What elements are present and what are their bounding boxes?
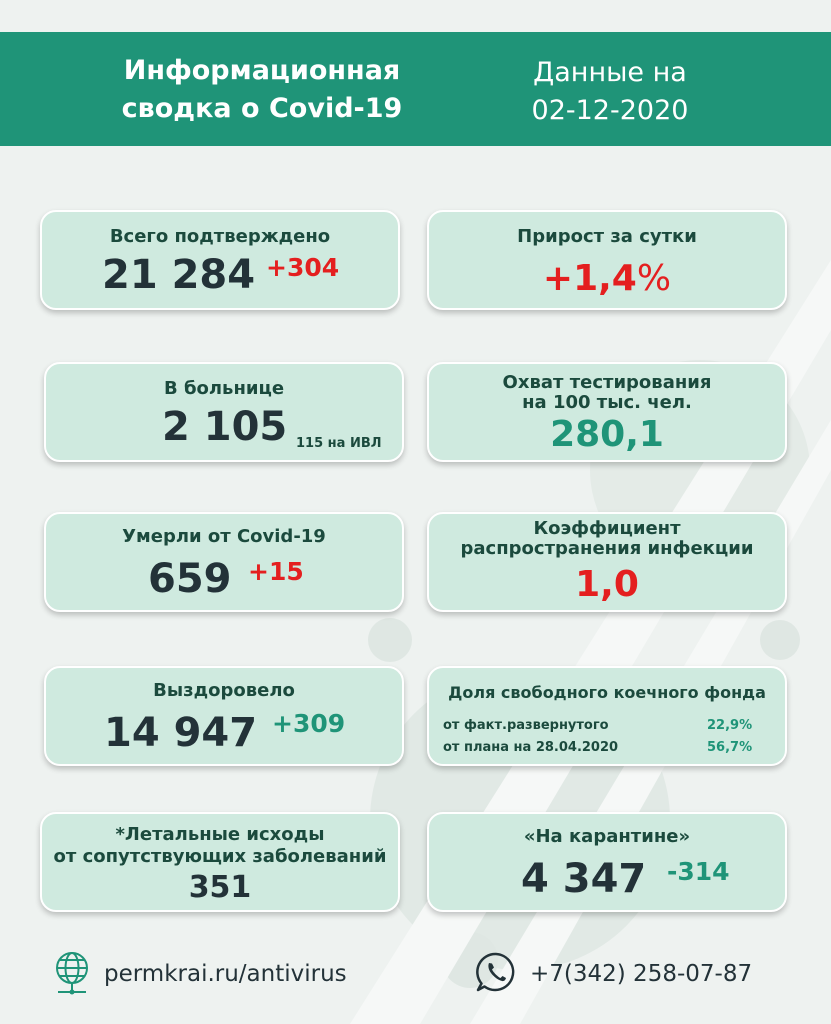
beds-row-label: от плана на 28.04.2020 xyxy=(443,740,619,755)
card-deaths xyxy=(44,512,404,612)
card-confirmed xyxy=(40,210,400,310)
card-testing xyxy=(427,362,787,462)
rt-label-line-1: Коэффициент xyxy=(533,518,681,539)
deaths-value: 659 xyxy=(148,556,232,602)
deaths-delta: +15 xyxy=(248,557,304,586)
testing-value: 280,1 xyxy=(550,414,664,455)
card-comorbid-deaths xyxy=(40,812,400,912)
phone-number[interactable]: +7(342) 258-07-87 xyxy=(530,961,753,987)
hospital-value: 2 105 xyxy=(162,404,288,450)
beds-label: Доля свободного коечного фонда xyxy=(448,683,766,702)
rt-value: 1,0 xyxy=(575,564,639,605)
growth-percent-sign: % xyxy=(636,258,672,299)
testing-label-line-1: Охват тестирования xyxy=(502,372,712,393)
card-quarantine xyxy=(427,812,787,912)
growth-value: +1,4 xyxy=(542,258,637,299)
testing-label-line-2: на 100 тыс. чел. xyxy=(522,392,692,413)
virus-shape xyxy=(760,620,800,660)
comorbid-label-line-1: *Летальные исходы xyxy=(115,824,325,845)
quarantine-delta: -314 xyxy=(667,857,730,886)
whatsapp-icon xyxy=(474,950,518,994)
title-line-1: Информационная xyxy=(123,55,401,86)
report-date xyxy=(480,54,740,130)
beds-row-value: 22,9% xyxy=(707,718,753,733)
beds-row-label: от факт.развернутого xyxy=(443,718,609,733)
card-free-beds xyxy=(427,666,787,766)
recovered-label: Выздоровело xyxy=(153,680,295,701)
card-hospital xyxy=(44,362,404,462)
growth-label: Прирост за сутки xyxy=(517,226,697,247)
virus-shape xyxy=(368,618,412,662)
growth-value-wrap xyxy=(429,258,785,300)
recovered-delta: +309 xyxy=(272,709,346,738)
confirmed-value: 21 284 xyxy=(102,252,256,298)
globe-icon xyxy=(52,948,92,996)
recovered-value: 14 947 xyxy=(104,710,258,756)
comorbid-label-line-2: от сопутствующих заболеваний xyxy=(53,846,387,867)
rt-label-line-2: распространения инфекции xyxy=(460,538,754,559)
hospital-ventilator-note: 115 на ИВЛ xyxy=(296,436,382,451)
page-title xyxy=(62,52,462,128)
hospital-label: В больнице xyxy=(163,378,285,399)
confirmed-delta: +304 xyxy=(266,253,340,282)
quarantine-value: 4 347 xyxy=(521,856,647,902)
deaths-label: Умерли от Covid-19 xyxy=(122,526,326,547)
title-line-2: сводка о Covid-19 xyxy=(121,93,403,124)
comorbid-value: 351 xyxy=(188,870,252,905)
website-link[interactable]: permkrai.ru/antivirus xyxy=(104,961,347,987)
beds-row-value: 56,7% xyxy=(707,740,753,755)
card-recovered xyxy=(44,666,404,766)
quarantine-label: «На карантине» xyxy=(523,826,691,847)
confirmed-label: Всего подтверждено xyxy=(109,226,331,247)
date-line-2: 02-12-2020 xyxy=(531,95,689,126)
date-line-1: Данные на xyxy=(533,57,687,88)
card-spread-coefficient xyxy=(427,512,787,612)
card-growth xyxy=(427,210,787,310)
